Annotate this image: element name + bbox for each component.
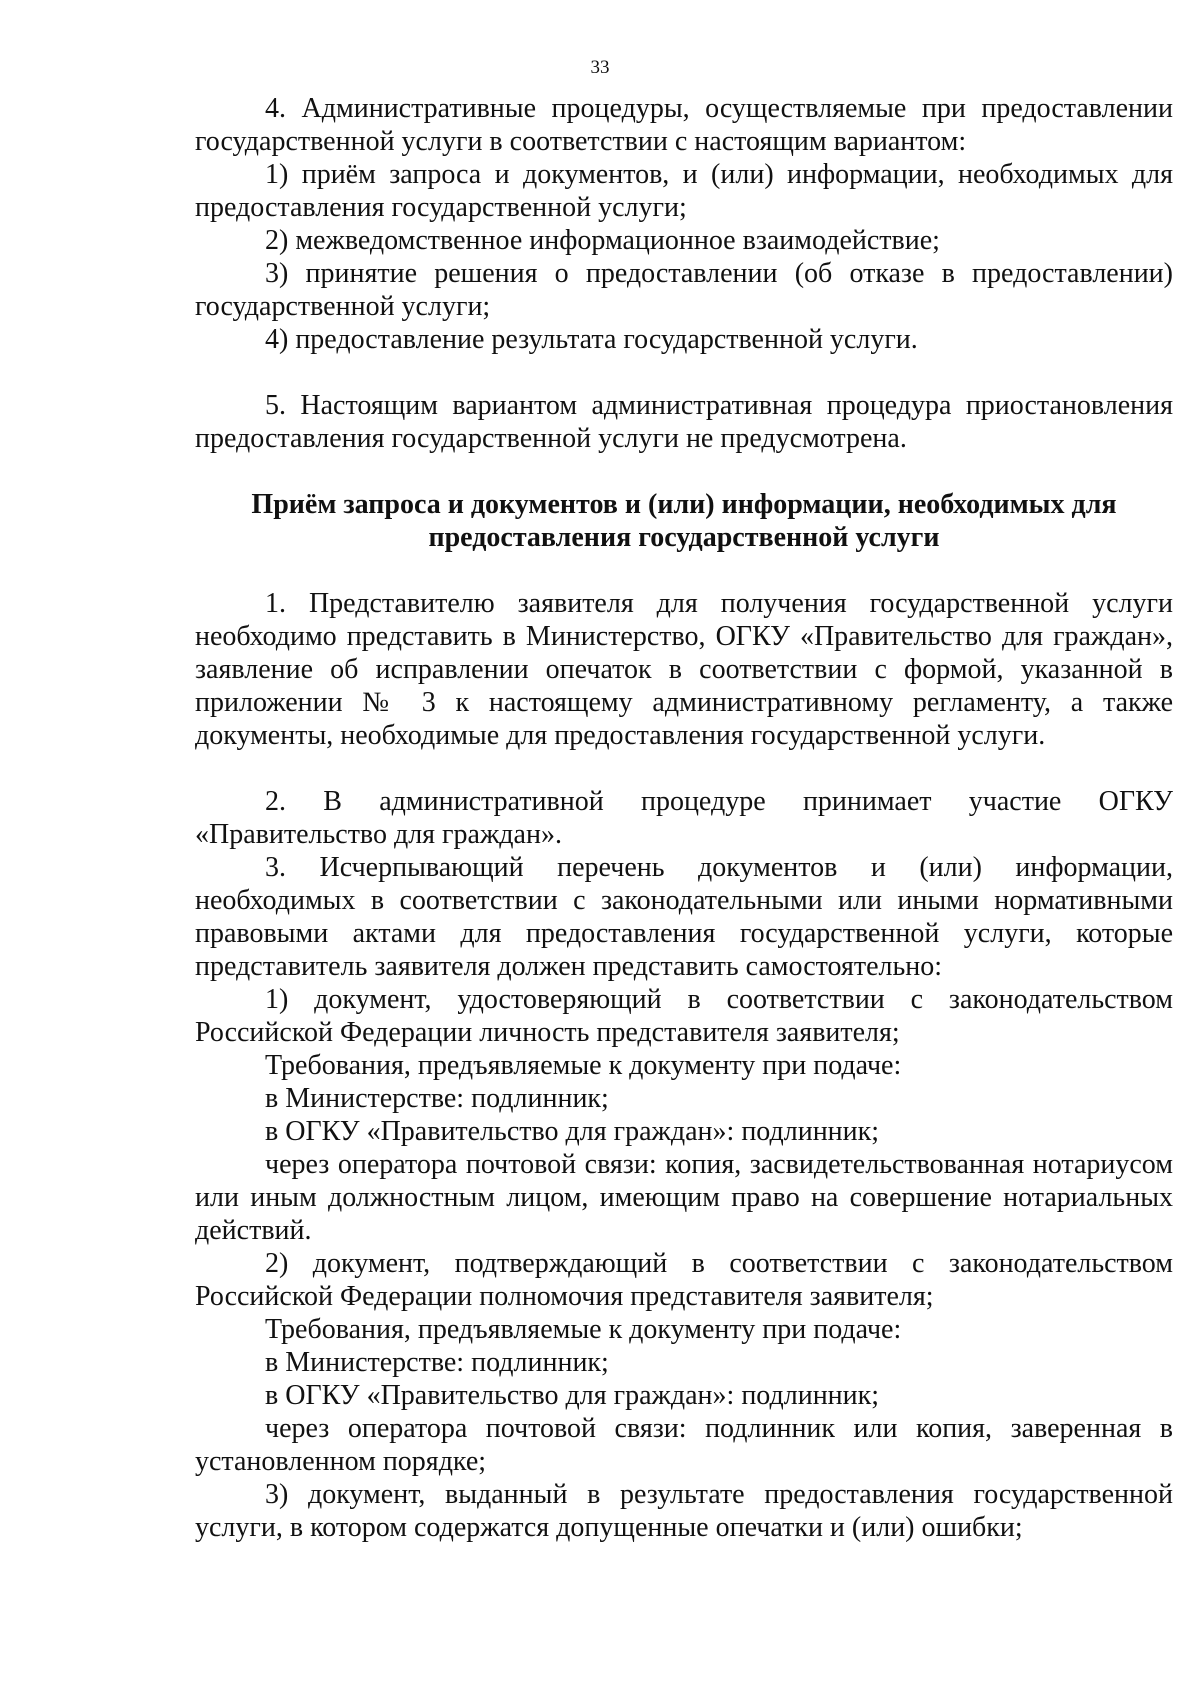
page-number: 33	[590, 57, 610, 78]
requirement-ministry-2: в Министерстве: подлинник;	[265, 1347, 609, 1378]
requirement-ogku-2: в ОГКУ «Правительство для граждан»: подлинник;	[265, 1380, 880, 1411]
document-item-2: 2) документ, подтверждающий в соответствии с законодательством Российской Федерации полномочия представителя заявителя;	[195, 1248, 1173, 1312]
list-item-procedure-3: 3) принятие решения о предоставлении (об отказе в предоставлении) государственной услуги;	[195, 258, 1173, 322]
list-item-procedure-1: 1) приём запроса и документов, и (или) информации, необходимых для предоставления государственной услуги;	[195, 159, 1173, 223]
list-item-procedure-4: 4) предоставление результата государственной услуги.	[265, 324, 918, 355]
spacer	[195, 356, 1173, 389]
spacer	[195, 752, 1173, 785]
spacer	[195, 554, 1173, 587]
requirement-post-2: через оператора почтовой связи: подлинник или копия, заверенная в установленном порядке;	[195, 1413, 1173, 1477]
requirement-post-1: через оператора почтовой связи: копия, засвидетельствованная нотариусом или иным должностным лицом, имеющим право на совершение нотариальных действий.	[195, 1149, 1173, 1246]
paragraph-procedures-intro: 4. Административные процедуры, осуществляемые при предоставлении государственной услуги в соответствии с настоящим вариантом:	[195, 93, 1173, 157]
section-heading	[195, 488, 1173, 554]
section-heading-line-1: Приём запроса и документов и (или) информации, необходимых для	[251, 489, 1117, 520]
document-item-3: 3) документ, выданный в результате предоставления государственной услуги, в котором содержатся допущенные опечатки и (или) ошибки;	[195, 1479, 1173, 1543]
requirement-ogku-1: в ОГКУ «Правительство для граждан»: подлинник;	[265, 1116, 880, 1147]
spacer	[195, 455, 1173, 488]
requirement-ministry-1: в Министерстве: подлинник;	[265, 1083, 609, 1114]
paragraph-item-3: 3. Исчерпывающий перечень документов и (или) информации, необходимых в соответствии с законодательными или иными нормативными правовыми актами для предоставления государственной услуги, которые представитель заявителя должен представить самостоятельно:	[195, 852, 1173, 982]
requirements-label-2: Требования, предъявляемые к документу при подаче:	[265, 1314, 902, 1345]
requirements-label-1: Требования, предъявляемые к документу при подаче:	[265, 1050, 902, 1081]
document-body	[195, 92, 1173, 1544]
paragraph-suspension: 5. Настоящим вариантом административная процедура приостановления предоставления государственной услуги не предусмотрена.	[195, 390, 1173, 454]
section-heading-line-2: предоставления государственной услуги	[428, 522, 940, 553]
list-item-procedure-2: 2) межведомственное информационное взаимодействие;	[265, 225, 940, 256]
paragraph-item-2: 2. В административной процедуре принимает участие ОГКУ «Правительство для граждан».	[195, 786, 1173, 850]
document-item-1: 1) документ, удостоверяющий в соответствии с законодательством Российской Федерации личность представителя заявителя;	[195, 984, 1173, 1048]
paragraph-item-1: 1. Представителю заявителя для получения государственной услуги необходимо представить в Министерство, ОГКУ «Правительство для граждан», заявление об исправлении опечаток в соответствии с формой, указанной в приложении № 3 к настоящему административному регламенту, а также документы, необходимые для предоставления государственной услуги.	[195, 588, 1173, 751]
